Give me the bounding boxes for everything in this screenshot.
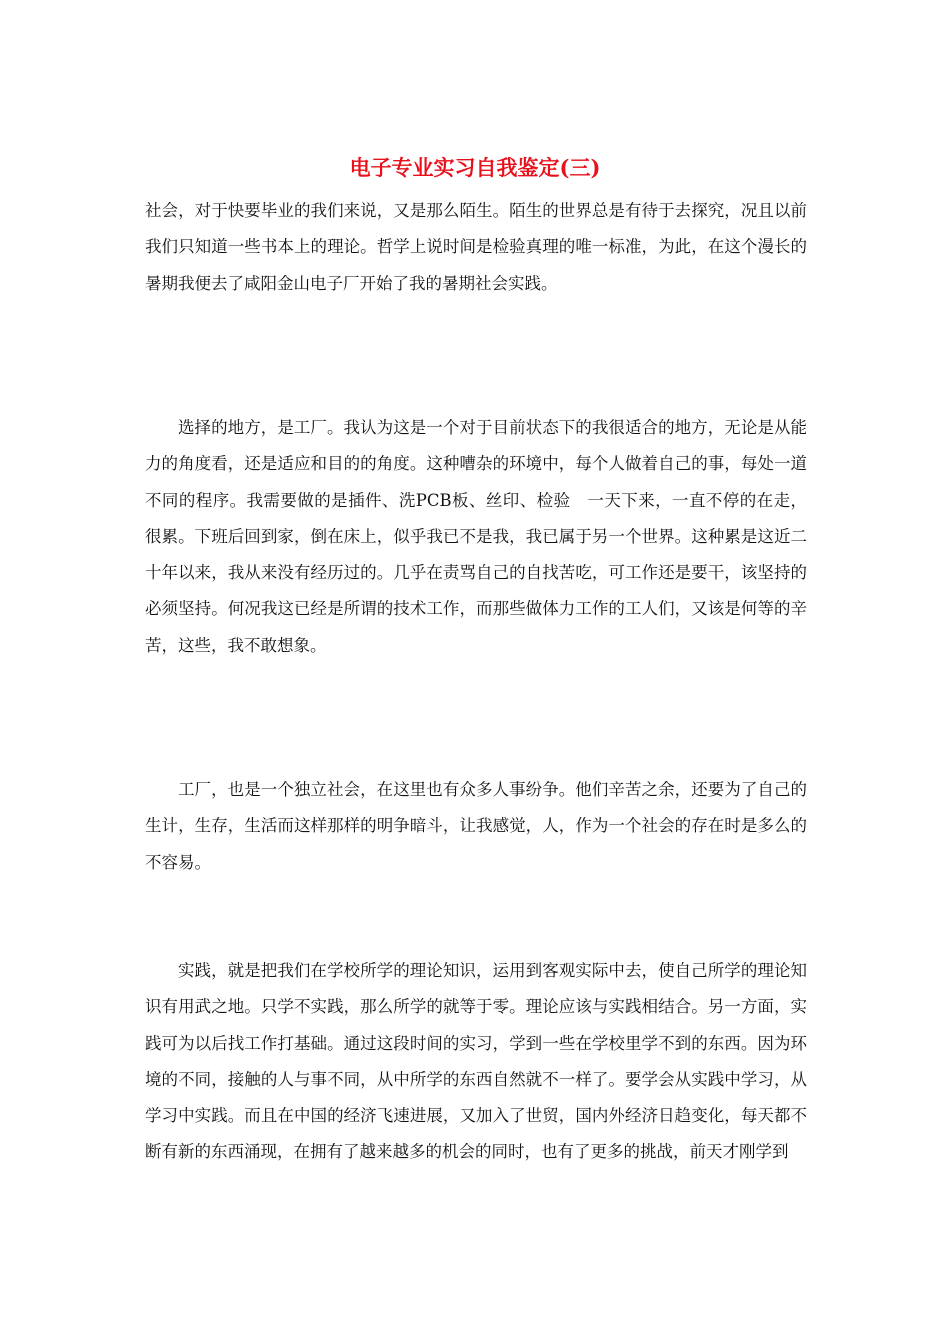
paragraph-4-block <box>145 953 807 1171</box>
paragraph-2: 选择的地方，是工厂。我认为这是一个对于目前状态下的我很适合的地方，无论是从能力的角度看，还是适应和目的的角度。这种嘈杂的环境中，每个人做着自己的事，每处一道不同的程序。我需要做的是插件、洗PCB板、丝印、检验 一天下来，一直不停的在走，很累。下班后回到家，倒在床上，似乎我已不是我，我已属于另一个世界。这种累是这近二十年以来，我从来没有经历过的。几乎在责骂自己的自找苦吃，可工作还是要干，该坚持的必须坚持。何况我这已经是所谓的技术工作，而那些做体力工作的工人们，又该是何等的辛苦，这些，我不敢想象。 <box>145 418 807 655</box>
document-title: 电子专业实习自我鉴定(三) <box>349 155 601 180</box>
paragraph-1-block <box>145 193 807 302</box>
paragraph-4: 实践，就是把我们在学校所学的理论知识，运用到客观实际中去，使自己所学的理论知识有用武之地。只学不实践，那么所学的就等于零。理论应该与实践相结合。另一方面，实践可为以后找工作打基础。通过这段时间的实习，学到一些在学校里学不到的东西。因为环境的不同，接触的人与事不同，从中所学的东西自然就不一样了。要学会从实践中学习，从学习中实践。而且在中国的经济飞速进展，又加入了世贸，国内外经济日趋变化，每天都不断有新的东西涌现，在拥有了越来越多的机会的同时，也有了更多的挑战，前天才刚学到 <box>145 961 807 1162</box>
paragraph-3-block <box>145 772 807 881</box>
paragraph-3: 工厂，也是一个独立社会，在这里也有众多人事纷争。他们辛苦之余，还要为了自己的生计，生存，生活而这样那样的明争暗斗，让我感觉，人，作为一个社会的存在时是多么的不容易。 <box>145 780 807 872</box>
paragraph-2-block <box>145 410 807 664</box>
paragraph-1: 社会，对于快要毕业的我们来说，又是那么陌生。陌生的世界总是有待于去探究，况且以前我们只知道一些书本上的理论。哲学上说时间是检验真理的唯一标准，为此，在这个漫长的暑期我便去了咸阳金山电子厂开始了我的暑期社会实践。 <box>145 201 807 293</box>
